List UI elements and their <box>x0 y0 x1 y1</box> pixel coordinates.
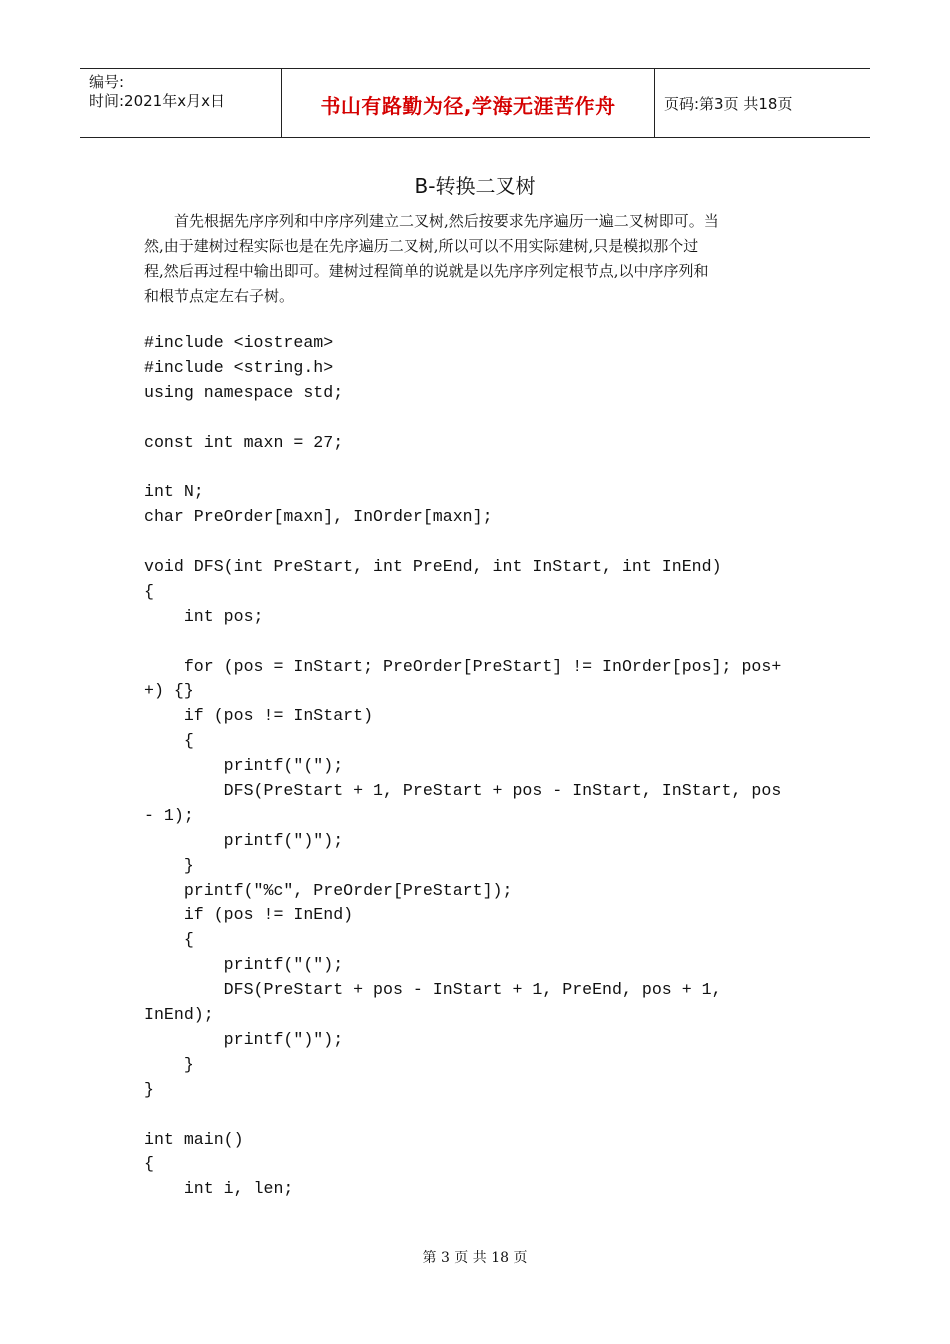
code-line: printf("("); <box>144 756 344 776</box>
code-line: } <box>144 855 194 875</box>
code-line <box>144 406 781 431</box>
code-line: { <box>144 930 194 950</box>
code-line: printf("%c", PreOrder[PreStart]); <box>144 880 513 900</box>
page-header <box>80 68 870 138</box>
code-line: printf(")"); <box>144 1029 344 1049</box>
code-line: DFS(PreStart + 1, PreStart + pos - InStart, InStart, pos <box>144 781 782 801</box>
code-line: char PreOrder[maxn], InOrder[maxn]; <box>144 507 493 527</box>
code-line: void DFS(int PreStart, int PreEnd, int InStart, int InEnd) <box>144 557 722 577</box>
code-line: int N; <box>144 482 204 502</box>
code-line: InEnd); <box>144 1005 214 1025</box>
code-line: #include <string.h> <box>144 357 334 377</box>
code-line: { <box>144 1154 154 1174</box>
code-line: int pos; <box>144 606 264 626</box>
code-line: #include <iostream> <box>144 333 334 352</box>
code-line: using namespace std; <box>144 382 344 402</box>
code-line: printf("("); <box>144 955 344 975</box>
header-page-number: 页码:第3页 共18页 <box>664 95 793 113</box>
code-line: { <box>144 731 194 751</box>
code-line: DFS(PreStart + pos - InStart + 1, PreEnd, pos + 1, <box>144 980 722 1000</box>
code-line: if (pos != InEnd) <box>144 905 354 925</box>
code-line: int main() <box>144 1129 244 1149</box>
header-motto-cell <box>282 69 655 137</box>
document-number-label: 编号: <box>89 73 125 91</box>
page-footer: 第 3 页 共 18 页 <box>422 1250 528 1266</box>
header-info-cell <box>80 69 282 137</box>
header-motto: 书山有路勤为径,学海无涯苦作舟 <box>320 94 616 118</box>
paragraph-line: 程,然后再过程中输出即可。建树过程简单的说就是以先序序列定根节点,以中序序列和 <box>144 262 709 280</box>
code-line: +) {} <box>144 681 194 701</box>
code-line: if (pos != InStart) <box>144 706 374 726</box>
code-line: { <box>144 581 154 601</box>
code-line: const int maxn = 27; <box>144 432 344 452</box>
code-line: - 1); <box>144 805 194 825</box>
code-line: int i, len; <box>144 1179 294 1199</box>
code-line: printf(")"); <box>144 830 344 850</box>
header-page-cell <box>655 69 870 137</box>
paragraph-line: 然,由于建树过程实际也是在先序遍历二叉树,所以可以不用实际建树,只是模拟那个过 <box>144 237 699 255</box>
code-listing <box>144 331 781 1202</box>
paragraph-line: 和根节点定左右子树。 <box>144 287 295 305</box>
code-line <box>144 630 781 655</box>
code-line: for (pos = InStart; PreOrder[PreStart] != InOrder[pos]; pos+ <box>144 656 782 676</box>
document-date-label: 时间:2021年x月x日 <box>89 92 225 110</box>
code-line <box>144 530 781 555</box>
code-line: } <box>144 1054 194 1074</box>
section-title: B-转换二叉树 <box>414 174 536 198</box>
paragraph-line: 首先根据先序序列和中序序列建立二叉树,然后按要求先序遍历一遍二叉树即可。当 <box>174 212 719 230</box>
code-line <box>144 455 781 480</box>
code-line <box>144 1103 781 1128</box>
code-line: } <box>144 1079 154 1099</box>
description-paragraph <box>144 209 804 309</box>
